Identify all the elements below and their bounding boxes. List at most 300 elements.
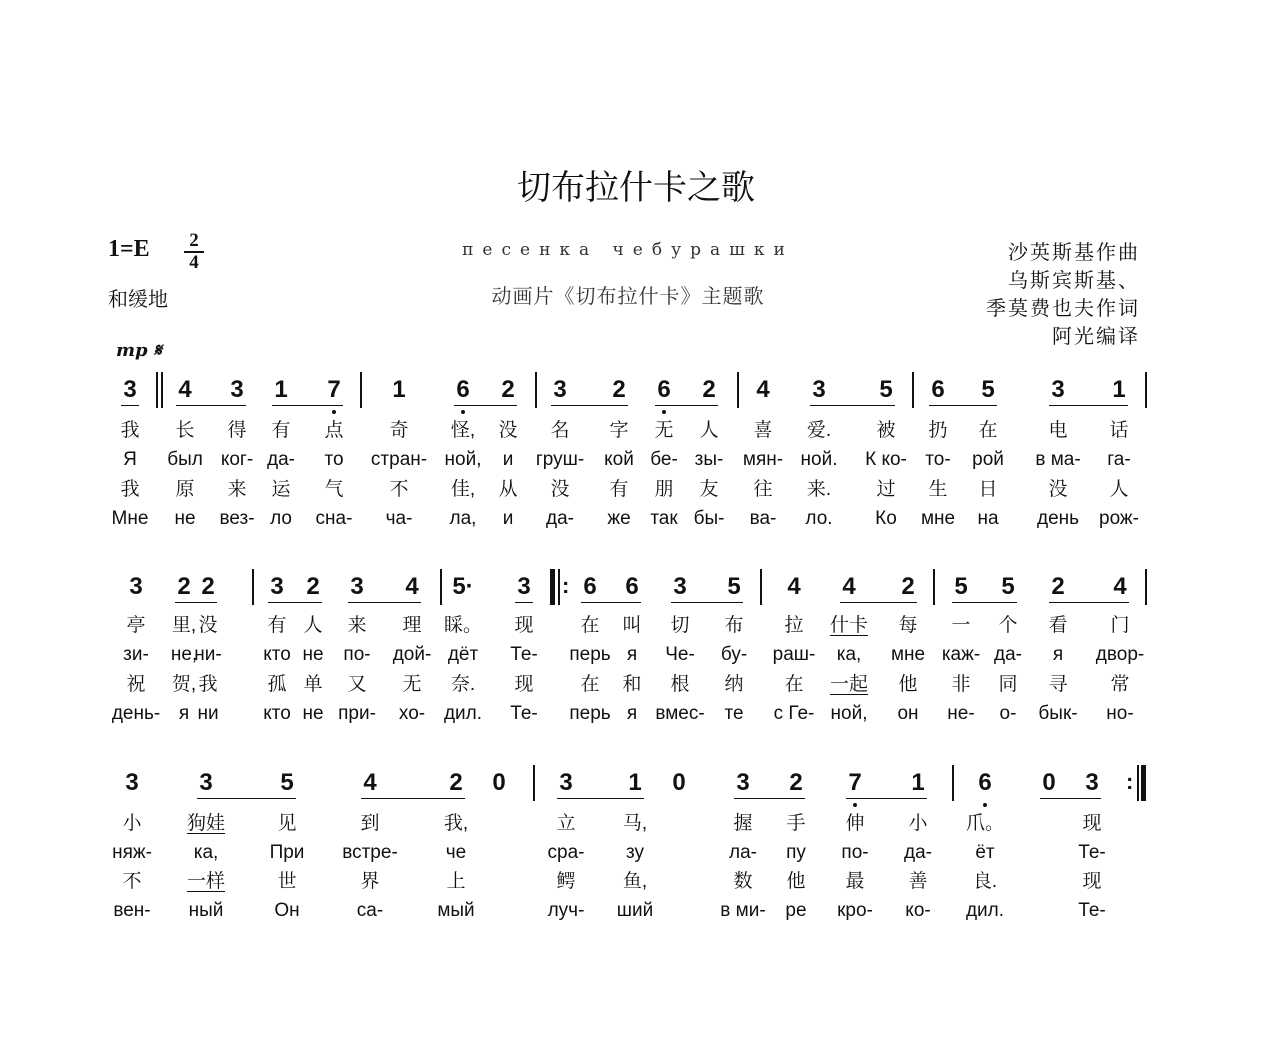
lyric-verse-4: не (302, 703, 324, 724)
repeat-end-barline (1141, 765, 1146, 801)
lyric-verse-3: 奈. (450, 674, 476, 695)
lyric-verse-3: 在 (784, 674, 804, 695)
lyric-verse-1: 在 (978, 420, 998, 441)
lyric-verse-4: бы- (693, 508, 725, 529)
lyric-verse-3: 朋 (654, 479, 674, 500)
lyric-verse-3: 孤 (267, 674, 287, 695)
note: 2 (789, 769, 803, 796)
note: 3 (1051, 376, 1065, 403)
barline (360, 372, 362, 408)
lyric-verse-4: же (607, 508, 631, 529)
barline (912, 372, 914, 408)
lyric-verse-1: 人 (699, 420, 719, 441)
lyric-verse-3: 贺, (171, 674, 197, 695)
lyric-verse-3: 祝 (126, 674, 146, 695)
lyric-verse-3: 现 (514, 674, 534, 695)
note: 0 (492, 769, 506, 796)
eighth-note-beam (268, 602, 322, 603)
note: 3 (125, 769, 139, 796)
repeat-dots: : (562, 573, 570, 598)
low-octave-dot (853, 803, 857, 807)
lyric-verse-2: стран- (370, 449, 428, 470)
lyric-verse-1: 一 (951, 615, 971, 636)
eighth-note-beam (197, 798, 296, 799)
eighth-note-beam (176, 405, 246, 406)
lyric-verse-2: К ко- (865, 449, 907, 470)
lyric-verse-3: 和 (622, 674, 642, 695)
lyric-verse-4: мый (437, 900, 475, 921)
lyric-verse-1: 得 (227, 420, 247, 441)
lyric-verse-4: ный (188, 900, 224, 921)
repeat-dots: : (1126, 769, 1134, 794)
lyric-verse-4: я (178, 703, 190, 724)
barline (440, 569, 442, 605)
note: 3 (517, 573, 531, 600)
lyric-verse-1: 我, (443, 813, 469, 834)
note: 1 (392, 376, 406, 403)
lyric-verse-2: бе- (650, 449, 678, 470)
note: 3 (1085, 769, 1099, 796)
lyric-verse-4: я (626, 703, 638, 724)
lyric-verse-3: 有 (609, 479, 629, 500)
lyric-verse-3: 日 (978, 479, 998, 500)
lyric-verse-2: то (324, 449, 344, 470)
lyric-verse-4: вез- (219, 508, 255, 529)
note: 2 (449, 769, 463, 796)
lyric-verse-3: 佳, (450, 479, 476, 500)
lyric-verse-3: 纳 (724, 674, 744, 695)
song-title: 切布拉什卡之歌 (517, 169, 755, 207)
lyric-verse-1: 里, (171, 615, 197, 636)
lyric-verse-1: 理 (402, 615, 422, 636)
note: 3 (230, 376, 244, 403)
lyric-verse-2: ной. (800, 449, 838, 470)
lyric-verse-4: в ми- (720, 900, 766, 921)
lyric-verse-1: 爪。 (965, 813, 1005, 834)
lyric-verse-2: да- (267, 449, 295, 470)
lyric-verse-1: 立 (556, 813, 576, 834)
lyric-verse-3: 根 (670, 674, 690, 695)
lyric-verse-4: са- (356, 900, 384, 921)
lyric-verse-3: 常 (1110, 674, 1130, 695)
lyric-verse-3: 现 (1082, 871, 1102, 892)
lyric-verse-2: Те- (1078, 842, 1106, 863)
lyric-verse-3: 生 (928, 479, 948, 500)
barline (1145, 372, 1147, 408)
lyric-verse-1: 见 (277, 813, 297, 834)
lyric-verse-4: ший (616, 900, 654, 921)
eighth-note-beam (551, 405, 628, 406)
lyric-verse-3: 不 (122, 871, 142, 892)
eighth-note-beam (929, 405, 997, 406)
lyric-verse-3: 单 (303, 674, 323, 695)
eighth-note-beam (272, 405, 343, 406)
barline (737, 372, 739, 408)
lyric-verse-4: вмес- (655, 703, 705, 724)
lyric-verse-1: 到 (360, 813, 380, 834)
lyric-verse-3: 一样 (186, 871, 226, 892)
lyric-verse-3: 我 (120, 479, 140, 500)
lyric-verse-1: 人 (303, 615, 323, 636)
time-signature-top: 2 (189, 230, 199, 251)
lyric-verse-1: 现 (514, 615, 534, 636)
note: 5 (280, 769, 294, 796)
eighth-note-beam (454, 405, 517, 406)
low-octave-dot (461, 410, 465, 414)
note: 7 (848, 769, 862, 796)
note: 0 (1042, 769, 1056, 796)
note: 4 (842, 573, 856, 600)
lyric-verse-2: га- (1107, 449, 1131, 470)
lyric-verse-4: ва- (749, 508, 777, 529)
note: 2 (901, 573, 915, 600)
note: 5 (1001, 573, 1015, 600)
eighth-note-beam (846, 798, 927, 799)
eighth-note-beam (515, 602, 533, 603)
lyric-verse-3: 最 (845, 871, 865, 892)
lyric-verse-2: не, (170, 644, 198, 665)
lyric-verse-4: перь (569, 703, 611, 724)
eighth-note-beam (1040, 798, 1101, 799)
note: 3 (199, 769, 213, 796)
lyric-verse-4: ла, (449, 508, 477, 529)
lyric-verse-4: день- (111, 703, 161, 724)
credit-composer: 沙英斯基作曲 (1008, 242, 1140, 264)
note: 3 (673, 573, 687, 600)
note: 4 (178, 376, 192, 403)
repeat-end-barline (1137, 765, 1139, 801)
lyric-verse-2: по- (841, 842, 869, 863)
lyric-verse-3: 鳄 (556, 871, 576, 892)
eighth-note-beam (361, 798, 465, 799)
lyric-verse-4: сна- (315, 508, 353, 529)
lyric-verse-2: сра- (547, 842, 585, 863)
lyric-verse-3: 没 (1048, 479, 1068, 500)
lyric-verse-1: 在 (580, 615, 600, 636)
lyric-verse-4: он (897, 703, 919, 724)
lyric-verse-1: 门 (1110, 615, 1130, 636)
lyric-verse-2: няж- (112, 842, 152, 863)
barline (1145, 569, 1147, 605)
lyric-verse-1: 电 (1048, 420, 1068, 441)
lyric-verse-4: хо- (398, 703, 426, 724)
lyric-verse-1: 狗娃 (186, 813, 226, 834)
note: 6 (456, 376, 470, 403)
lyric-verse-3: 运 (271, 479, 291, 500)
eighth-note-beam (952, 602, 1017, 603)
lyric-verse-3: 善 (908, 871, 928, 892)
eighth-note-beam (175, 602, 217, 603)
lyric-verse-1: 布 (724, 615, 744, 636)
low-octave-dot (983, 803, 987, 807)
note: 4 (756, 376, 770, 403)
lyric-verse-4: бык- (1038, 703, 1078, 724)
lyric-verse-4: кто (263, 703, 291, 724)
eighth-note-beam (840, 602, 917, 603)
lyric-verse-3: 他 (786, 871, 806, 892)
note: 1 (274, 376, 288, 403)
eighth-note-beam (581, 602, 641, 603)
repeat-start-barline (558, 569, 560, 605)
dynamics-segno: mp 𝄋 (116, 340, 162, 361)
lyric-verse-4: на (977, 508, 999, 529)
lyric-verse-3: 来 (227, 479, 247, 500)
lyric-verse-2: При (269, 842, 305, 863)
note: 3 (350, 573, 364, 600)
lyric-verse-2: зу (626, 842, 644, 863)
lyric-verse-2: и (502, 449, 514, 470)
barline (533, 765, 535, 801)
lyric-verse-2: зы- (694, 449, 724, 470)
lyric-verse-1: 握 (733, 813, 753, 834)
lyric-verse-3: 同 (998, 674, 1018, 695)
lyric-verse-3: 非 (951, 674, 971, 695)
note: 3 (129, 573, 143, 600)
note: 3 (270, 573, 284, 600)
note: 4 (787, 573, 801, 600)
barline (535, 372, 537, 408)
note: 5 (954, 573, 968, 600)
lyric-verse-3: 气 (324, 479, 344, 500)
lyric-verse-2: перь (569, 644, 611, 665)
note: 0 (672, 769, 686, 796)
lyric-verse-2: каж- (941, 644, 981, 665)
lyric-verse-1: 切 (670, 615, 690, 636)
double-barline (156, 372, 158, 408)
lyric-verse-2: раш- (772, 644, 816, 665)
eighth-note-beam (671, 602, 743, 603)
note: 5 (879, 376, 893, 403)
lyric-verse-4: ре (785, 900, 807, 921)
lyric-verse-2: дой- (392, 644, 432, 665)
lyric-verse-4: и (502, 508, 514, 529)
lyric-verse-1: 被 (876, 420, 896, 441)
note: 2 (177, 573, 191, 600)
lyric-verse-4: те (724, 703, 744, 724)
lyric-verse-1: 小 (908, 813, 928, 834)
lyric-verse-1: 话 (1109, 420, 1129, 441)
lyric-verse-4: ча- (385, 508, 413, 529)
lyric-verse-3: 寻 (1048, 674, 1068, 695)
note: 3 (553, 376, 567, 403)
lyric-verse-4: мне (920, 508, 956, 529)
lyric-verse-1: 什卡 (829, 615, 869, 636)
lyric-verse-3: 数 (733, 871, 753, 892)
lyric-verse-1: 名 (550, 420, 570, 441)
lyric-verse-4: да- (546, 508, 574, 529)
eighth-note-beam (1049, 602, 1129, 603)
lyric-verse-2: ка, (836, 644, 862, 665)
lyric-verse-4: дил. (443, 703, 483, 724)
lyric-verse-2: бу- (720, 644, 748, 665)
lyric-verse-4: не (174, 508, 196, 529)
lyric-verse-1: 每 (898, 615, 918, 636)
lyric-verse-1: 亭 (126, 615, 146, 636)
lyric-verse-3: 鱼, (622, 871, 648, 892)
note: 5 (727, 573, 741, 600)
lyric-verse-4: луч- (547, 900, 585, 921)
lyric-verse-4: ло. (805, 508, 833, 529)
lyric-verse-2: да- (904, 842, 932, 863)
note: 6 (583, 573, 597, 600)
note: 2 (306, 573, 320, 600)
lyric-verse-2: дёт (447, 644, 479, 665)
lyric-verse-1: 喜 (753, 420, 773, 441)
lyric-verse-3: 上 (446, 871, 466, 892)
lyric-verse-4: так (650, 508, 678, 529)
lyric-verse-4: о- (999, 703, 1017, 724)
lyric-verse-2: кто (263, 644, 291, 665)
lyric-verse-3: 来. (806, 479, 832, 500)
lyric-verse-4: дил. (965, 900, 1005, 921)
lyric-verse-1: 点 (324, 420, 344, 441)
note: 7 (327, 376, 341, 403)
lyric-verse-3: 良. (972, 871, 998, 892)
lyric-verse-3: 不 (389, 479, 409, 500)
lyric-verse-2: Я (123, 449, 137, 470)
barline (952, 765, 954, 801)
lyric-verse-1: 睬。 (443, 615, 483, 636)
lyric-verse-3: 我 (198, 674, 218, 695)
note: 5 (981, 376, 995, 403)
lyric-verse-4: но- (1106, 703, 1134, 724)
low-octave-dot (662, 410, 666, 414)
lyric-verse-4: Ко (875, 508, 897, 529)
lyric-verse-1: 没 (198, 615, 218, 636)
lyric-verse-2: Че- (665, 644, 695, 665)
credit-lyricist-1: 乌斯宾斯基、 (1008, 270, 1140, 292)
lyric-verse-2: двор- (1095, 644, 1145, 665)
lyric-verse-1: 现 (1082, 813, 1102, 834)
lyric-verse-3: 过 (876, 479, 896, 500)
lyric-verse-1: 马, (622, 813, 648, 834)
note: 5· (452, 573, 474, 600)
lyric-verse-4: при- (338, 703, 376, 724)
lyric-verse-4: ни (197, 703, 219, 724)
lyric-verse-4: Те- (1078, 900, 1106, 921)
note: 4 (405, 573, 419, 600)
note: 3 (812, 376, 826, 403)
lyric-verse-1: 字 (609, 420, 629, 441)
lyric-verse-1: 个 (998, 615, 1018, 636)
note: 3 (123, 376, 137, 403)
lyric-verse-2: был (167, 449, 203, 470)
lyric-verse-2: да- (994, 644, 1022, 665)
note: 2 (501, 376, 515, 403)
repeat-start-barline (550, 569, 555, 605)
lyric-verse-3: 人 (1109, 479, 1129, 500)
subtitle-chinese: 动画片《切布拉什卡》主题歌 (491, 286, 765, 308)
lyric-verse-1: 没 (498, 420, 518, 441)
key-signature: 1=E (108, 236, 150, 262)
lyric-verse-1: 拉 (784, 615, 804, 636)
note: 6 (931, 376, 945, 403)
note: 1 (1112, 376, 1126, 403)
lyric-verse-1: 有 (267, 615, 287, 636)
eighth-note-beam (810, 405, 895, 406)
subtitle-russian: песенка чебурашки (462, 240, 794, 260)
lyric-verse-2: ной, (444, 449, 482, 470)
lyric-verse-2: пу (786, 842, 806, 863)
lyric-verse-3: 没 (550, 479, 570, 500)
note: 6 (625, 573, 639, 600)
lyric-verse-2: не (302, 644, 324, 665)
eighth-note-beam (655, 405, 718, 406)
lyric-verse-1: 无 (654, 420, 674, 441)
credit-lyricist-2: 季莫费也夫作词 (986, 298, 1140, 320)
lyric-verse-3: 他 (898, 674, 918, 695)
lyric-verse-4: ко- (905, 900, 931, 921)
lyric-verse-3: 无 (402, 674, 422, 695)
lyric-verse-1: 看 (1048, 615, 1068, 636)
lyric-verse-2: по- (343, 644, 371, 665)
lyric-verse-3: 从 (498, 479, 518, 500)
lyric-verse-4: Те- (510, 703, 538, 724)
lyric-verse-4: Мне (111, 508, 149, 529)
note: 3 (559, 769, 573, 796)
lyric-verse-2: зи- (123, 644, 149, 665)
barline (760, 569, 762, 605)
lyric-verse-1: 爱. (806, 420, 832, 441)
lyric-verse-3: 原 (175, 479, 195, 500)
lyric-verse-4: день (1036, 508, 1080, 529)
lyric-verse-2: рой (972, 449, 1004, 470)
lyric-verse-2: ког- (220, 449, 254, 470)
lyric-verse-1: 小 (122, 813, 142, 834)
lyric-verse-1: 怪, (450, 420, 476, 441)
lyric-verse-2: кой (604, 449, 634, 470)
note: 6 (978, 769, 992, 796)
eighth-note-beam (121, 405, 139, 406)
lyric-verse-2: мян- (742, 449, 784, 470)
eighth-note-beam (1049, 405, 1128, 406)
lyric-verse-2: то- (925, 449, 951, 470)
note: 2 (1051, 573, 1065, 600)
lyric-verse-3: 往 (753, 479, 773, 500)
lyric-verse-4: не- (947, 703, 975, 724)
lyric-verse-2: встре- (342, 842, 398, 863)
note: 1 (628, 769, 642, 796)
lyric-verse-2: я (626, 644, 638, 665)
lyric-verse-2: ни- (194, 644, 222, 665)
credit-translator: 阿光编译 (1052, 326, 1140, 348)
lyric-verse-2: Те- (510, 644, 538, 665)
note: 2 (702, 376, 716, 403)
lyric-verse-4: вен- (113, 900, 151, 921)
lyric-verse-3: 在 (580, 674, 600, 695)
lyric-verse-4: с Ге- (773, 703, 815, 724)
lyric-verse-4: ной, (830, 703, 868, 724)
lyric-verse-1: 扔 (928, 420, 948, 441)
lyric-verse-4: кро- (837, 900, 873, 921)
note: 4 (363, 769, 377, 796)
lyric-verse-3: 友 (699, 479, 719, 500)
lyric-verse-2: ёт (975, 842, 995, 863)
double-barline (161, 372, 163, 408)
lyric-verse-4: ло (270, 508, 292, 529)
lyric-verse-2: мне (890, 644, 926, 665)
lyric-verse-1: 来 (347, 615, 367, 636)
lyric-verse-4: рож- (1099, 508, 1139, 529)
lyric-verse-1: 有 (271, 420, 291, 441)
barline (933, 569, 935, 605)
lyric-verse-1: 伸 (845, 813, 865, 834)
lyric-verse-1: 长 (175, 420, 195, 441)
note: 3 (736, 769, 750, 796)
time-signature-bottom: 4 (189, 252, 199, 273)
note: 4 (1113, 573, 1127, 600)
note: 1 (911, 769, 925, 796)
